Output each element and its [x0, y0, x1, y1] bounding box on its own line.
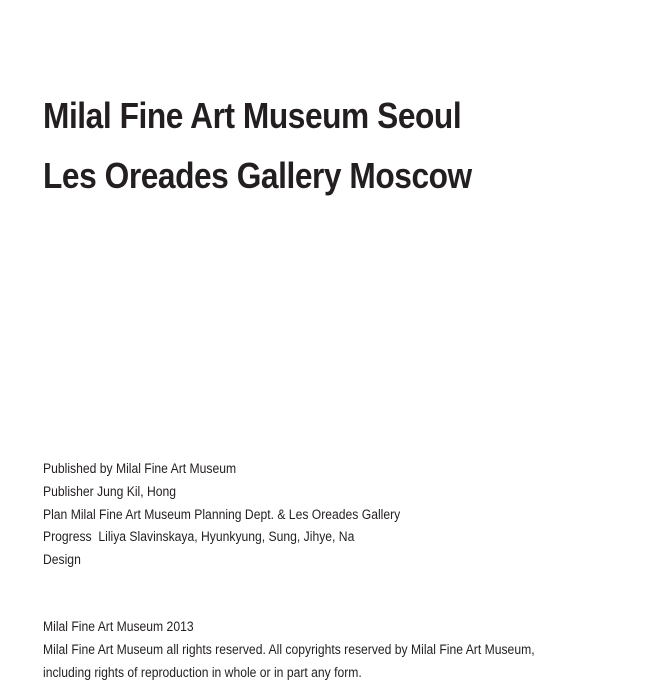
copyright-notice: Milal Fine Art Museum all rights reserved. All copyrights reserved by Milal Fine Art Museum, [43, 641, 535, 657]
credit-publisher: Publisher Jung Kil, Hong [43, 483, 177, 499]
credit-plan: Plan Milal Fine Art Museum Planning Dept. & Les Oreades Gallery [43, 506, 401, 522]
title-line-moscow: Les Oreades Gallery Moscow [43, 155, 472, 196]
credit-progress: Progress Liliya Slavinskaya, Hyunkyung, Sung, Jihye, Na [43, 529, 355, 545]
copyright-scope: including rights of reproduction in whole or in part any form. [43, 664, 362, 680]
credit-design: Design [43, 552, 81, 568]
copyright-block [43, 616, 589, 684]
publication-credits [43, 458, 440, 572]
credit-published-by: Published by Milal Fine Art Museum [43, 461, 237, 476]
copyright-year: Milal Fine Art Museum 2013 [43, 619, 194, 634]
title-block [43, 86, 530, 206]
title-line-seoul: Milal Fine Art Museum Seoul [43, 95, 462, 136]
